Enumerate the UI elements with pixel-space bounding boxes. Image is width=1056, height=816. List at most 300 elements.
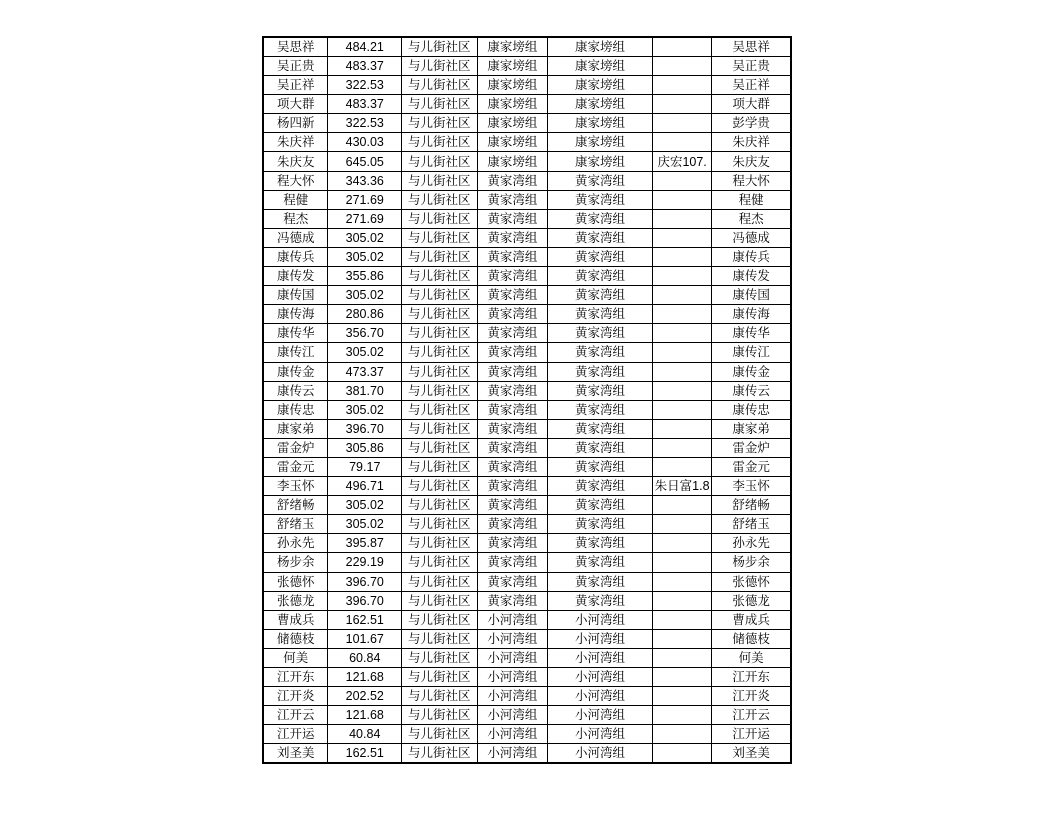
cell-value: 305.02 [328, 515, 402, 534]
cell-name: 张德龙 [263, 591, 328, 610]
cell-group: 黄家湾组 [477, 534, 548, 553]
cell-group2: 黄家湾组 [548, 190, 653, 209]
cell-name: 雷金炉 [263, 438, 328, 457]
cell-community: 与儿街社区 [402, 591, 478, 610]
cell-group: 小河湾组 [477, 629, 548, 648]
cell-name2: 雷金炉 [712, 438, 791, 457]
cell-value: 343.36 [328, 171, 402, 190]
cell-community: 与儿街社区 [402, 152, 478, 171]
cell-note [652, 190, 711, 209]
cell-group2: 小河湾组 [548, 744, 653, 764]
cell-note [652, 57, 711, 76]
cell-name: 朱庆祥 [263, 133, 328, 152]
table-row [263, 629, 791, 648]
cell-value: 430.03 [328, 133, 402, 152]
cell-group2: 黄家湾组 [548, 477, 653, 496]
cell-note [652, 133, 711, 152]
cell-name2: 康传云 [712, 381, 791, 400]
cell-value: 305.02 [328, 286, 402, 305]
cell-note [652, 343, 711, 362]
cell-value: 381.70 [328, 381, 402, 400]
cell-group: 康家塝组 [477, 152, 548, 171]
cell-name2: 康传忠 [712, 400, 791, 419]
cell-group: 康家塝组 [477, 114, 548, 133]
cell-group2: 康家塝组 [548, 133, 653, 152]
cell-note [652, 37, 711, 57]
cell-group2: 黄家湾组 [548, 400, 653, 419]
cell-group: 小河湾组 [477, 668, 548, 687]
cell-group: 黄家湾组 [477, 343, 548, 362]
cell-value: 121.68 [328, 668, 402, 687]
table-row [263, 438, 791, 457]
cell-name2: 张德龙 [712, 591, 791, 610]
cell-note [652, 629, 711, 648]
cell-value: 305.86 [328, 438, 402, 457]
cell-name: 江开云 [263, 706, 328, 725]
cell-name: 吴正贵 [263, 57, 328, 76]
cell-note [652, 228, 711, 247]
cell-value: 395.87 [328, 534, 402, 553]
cell-note [652, 515, 711, 534]
cell-note: 朱日富1.8 [652, 477, 711, 496]
cell-name: 江开运 [263, 725, 328, 744]
cell-name2: 彭学贵 [712, 114, 791, 133]
table-row [263, 591, 791, 610]
cell-value: 483.37 [328, 57, 402, 76]
table-row [263, 515, 791, 534]
cell-group: 小河湾组 [477, 687, 548, 706]
cell-group2: 黄家湾组 [548, 572, 653, 591]
cell-community: 与儿街社区 [402, 228, 478, 247]
cell-community: 与儿街社区 [402, 381, 478, 400]
cell-note [652, 95, 711, 114]
cell-value: 322.53 [328, 76, 402, 95]
cell-name: 江开炎 [263, 687, 328, 706]
cell-group: 小河湾组 [477, 744, 548, 764]
cell-community: 与儿街社区 [402, 343, 478, 362]
cell-community: 与儿街社区 [402, 419, 478, 438]
cell-community: 与儿街社区 [402, 477, 478, 496]
cell-value: 40.84 [328, 725, 402, 744]
table-row [263, 400, 791, 419]
cell-group: 黄家湾组 [477, 228, 548, 247]
cell-group: 黄家湾组 [477, 286, 548, 305]
cell-value: 121.68 [328, 706, 402, 725]
cell-note [652, 76, 711, 95]
cell-group: 康家塝组 [477, 95, 548, 114]
table-row [263, 687, 791, 706]
cell-name2: 江开云 [712, 706, 791, 725]
cell-value: 101.67 [328, 629, 402, 648]
table-row [263, 419, 791, 438]
cell-group2: 小河湾组 [548, 629, 653, 648]
table-row [263, 267, 791, 286]
cell-community: 与儿街社区 [402, 438, 478, 457]
cell-name2: 冯德成 [712, 228, 791, 247]
cell-name2: 康传国 [712, 286, 791, 305]
cell-group: 黄家湾组 [477, 457, 548, 476]
cell-group2: 黄家湾组 [548, 515, 653, 534]
cell-value: 496.71 [328, 477, 402, 496]
cell-group: 黄家湾组 [477, 305, 548, 324]
cell-name2: 何美 [712, 648, 791, 667]
cell-value: 305.02 [328, 228, 402, 247]
cell-name2: 项大群 [712, 95, 791, 114]
cell-group2: 黄家湾组 [548, 419, 653, 438]
cell-name2: 江开炎 [712, 687, 791, 706]
cell-group2: 小河湾组 [548, 725, 653, 744]
cell-name: 江开东 [263, 668, 328, 687]
cell-community: 与儿街社区 [402, 362, 478, 381]
cell-group: 黄家湾组 [477, 553, 548, 572]
cell-group: 小河湾组 [477, 648, 548, 667]
cell-community: 与儿街社区 [402, 95, 478, 114]
cell-community: 与儿街社区 [402, 267, 478, 286]
table-row [263, 648, 791, 667]
cell-note [652, 305, 711, 324]
cell-name2: 刘圣美 [712, 744, 791, 764]
cell-name2: 程大怀 [712, 171, 791, 190]
cell-community: 与儿街社区 [402, 706, 478, 725]
cell-community: 与儿街社区 [402, 496, 478, 515]
cell-note [652, 457, 711, 476]
cell-name: 吴正祥 [263, 76, 328, 95]
cell-note [652, 438, 711, 457]
cell-community: 与儿街社区 [402, 515, 478, 534]
cell-name: 李玉怀 [263, 477, 328, 496]
cell-community: 与儿街社区 [402, 190, 478, 209]
table-row [263, 706, 791, 725]
cell-community: 与儿街社区 [402, 648, 478, 667]
table-row [263, 477, 791, 496]
cell-group2: 黄家湾组 [548, 209, 653, 228]
cell-group: 小河湾组 [477, 725, 548, 744]
cell-name2: 舒绪玉 [712, 515, 791, 534]
cell-name: 张德怀 [263, 572, 328, 591]
cell-name: 杨四新 [263, 114, 328, 133]
cell-note [652, 496, 711, 515]
cell-group: 黄家湾组 [477, 438, 548, 457]
cell-group2: 康家塝组 [548, 76, 653, 95]
cell-name2: 康传江 [712, 343, 791, 362]
cell-name2: 吴正贵 [712, 57, 791, 76]
cell-community: 与儿街社区 [402, 553, 478, 572]
cell-value: 396.70 [328, 419, 402, 438]
cell-note [652, 209, 711, 228]
cell-name: 雷金元 [263, 457, 328, 476]
cell-community: 与儿街社区 [402, 668, 478, 687]
cell-group2: 黄家湾组 [548, 381, 653, 400]
cell-value: 60.84 [328, 648, 402, 667]
cell-name2: 江开运 [712, 725, 791, 744]
cell-name: 朱庆友 [263, 152, 328, 171]
cell-community: 与儿街社区 [402, 572, 478, 591]
cell-group: 黄家湾组 [477, 171, 548, 190]
table-row [263, 286, 791, 305]
cell-note [652, 648, 711, 667]
cell-group: 黄家湾组 [477, 267, 548, 286]
cell-note [652, 267, 711, 286]
cell-community: 与儿街社区 [402, 76, 478, 95]
cell-note [652, 668, 711, 687]
cell-value: 305.02 [328, 400, 402, 419]
cell-value: 355.86 [328, 267, 402, 286]
cell-value: 645.05 [328, 152, 402, 171]
cell-group2: 黄家湾组 [548, 496, 653, 515]
cell-group: 黄家湾组 [477, 419, 548, 438]
cell-name2: 康传海 [712, 305, 791, 324]
cell-name: 康传华 [263, 324, 328, 343]
cell-name: 储德枝 [263, 629, 328, 648]
cell-value: 162.51 [328, 744, 402, 764]
table-body [263, 37, 791, 763]
cell-community: 与儿街社区 [402, 744, 478, 764]
cell-name: 康传金 [263, 362, 328, 381]
cell-value: 305.02 [328, 343, 402, 362]
cell-group: 黄家湾组 [477, 477, 548, 496]
cell-group: 康家塝组 [477, 57, 548, 76]
cell-name2: 康传兵 [712, 247, 791, 266]
cell-note [652, 534, 711, 553]
cell-note [652, 114, 711, 133]
cell-name: 项大群 [263, 95, 328, 114]
cell-group: 黄家湾组 [477, 247, 548, 266]
cell-name2: 程杰 [712, 209, 791, 228]
cell-community: 与儿街社区 [402, 133, 478, 152]
cell-group2: 黄家湾组 [548, 553, 653, 572]
table-row [263, 668, 791, 687]
cell-note [652, 381, 711, 400]
cell-name2: 吴正祥 [712, 76, 791, 95]
table-row [263, 190, 791, 209]
cell-name: 康传云 [263, 381, 328, 400]
cell-group2: 小河湾组 [548, 648, 653, 667]
cell-community: 与儿街社区 [402, 57, 478, 76]
cell-group: 康家塝组 [477, 76, 548, 95]
cell-name2: 舒绪畅 [712, 496, 791, 515]
cell-community: 与儿街社区 [402, 171, 478, 190]
cell-name: 何美 [263, 648, 328, 667]
cell-community: 与儿街社区 [402, 610, 478, 629]
cell-name: 冯德成 [263, 228, 328, 247]
table-row [263, 324, 791, 343]
cell-community: 与儿街社区 [402, 687, 478, 706]
cell-value: 356.70 [328, 324, 402, 343]
cell-group2: 黄家湾组 [548, 228, 653, 247]
cell-value: 396.70 [328, 572, 402, 591]
cell-group2: 黄家湾组 [548, 324, 653, 343]
cell-name2: 康传发 [712, 267, 791, 286]
cell-community: 与儿街社区 [402, 324, 478, 343]
table-row [263, 457, 791, 476]
cell-note [652, 744, 711, 764]
cell-note [652, 171, 711, 190]
cell-name: 孙永先 [263, 534, 328, 553]
cell-name: 舒绪玉 [263, 515, 328, 534]
cell-note [652, 610, 711, 629]
cell-community: 与儿街社区 [402, 725, 478, 744]
cell-group2: 黄家湾组 [548, 305, 653, 324]
cell-group: 黄家湾组 [477, 362, 548, 381]
cell-name: 程健 [263, 190, 328, 209]
cell-group2: 黄家湾组 [548, 534, 653, 553]
cell-group2: 小河湾组 [548, 706, 653, 725]
table-row [263, 534, 791, 553]
table-row [263, 343, 791, 362]
cell-group2: 黄家湾组 [548, 362, 653, 381]
cell-note [652, 687, 711, 706]
cell-group: 小河湾组 [477, 610, 548, 629]
cell-group: 黄家湾组 [477, 572, 548, 591]
cell-group2: 黄家湾组 [548, 247, 653, 266]
cell-community: 与儿街社区 [402, 629, 478, 648]
cell-group2: 康家塝组 [548, 152, 653, 171]
cell-name: 程杰 [263, 209, 328, 228]
cell-group: 康家塝组 [477, 37, 548, 57]
cell-name: 吴思祥 [263, 37, 328, 57]
cell-value: 202.52 [328, 687, 402, 706]
cell-name: 程大怀 [263, 171, 328, 190]
cell-value: 396.70 [328, 591, 402, 610]
cell-name2: 雷金元 [712, 457, 791, 476]
cell-group: 黄家湾组 [477, 190, 548, 209]
cell-name2: 孙永先 [712, 534, 791, 553]
cell-community: 与儿街社区 [402, 114, 478, 133]
cell-note [652, 286, 711, 305]
cell-value: 271.69 [328, 190, 402, 209]
cell-group2: 康家塝组 [548, 114, 653, 133]
cell-note [652, 706, 711, 725]
table-row [263, 133, 791, 152]
cell-value: 305.02 [328, 496, 402, 515]
cell-value: 473.37 [328, 362, 402, 381]
cell-group: 黄家湾组 [477, 591, 548, 610]
cell-name: 刘圣美 [263, 744, 328, 764]
cell-community: 与儿街社区 [402, 209, 478, 228]
table-row [263, 362, 791, 381]
cell-value: 483.37 [328, 95, 402, 114]
cell-name: 杨步余 [263, 553, 328, 572]
cell-group2: 黄家湾组 [548, 591, 653, 610]
table-row [263, 496, 791, 515]
cell-group: 黄家湾组 [477, 324, 548, 343]
cell-name2: 储德枝 [712, 629, 791, 648]
table-row [263, 381, 791, 400]
cell-group: 黄家湾组 [477, 209, 548, 228]
cell-group2: 小河湾组 [548, 668, 653, 687]
cell-value: 271.69 [328, 209, 402, 228]
cell-name: 康传忠 [263, 400, 328, 419]
cell-note [652, 324, 711, 343]
cell-group2: 康家塝组 [548, 57, 653, 76]
table-row [263, 610, 791, 629]
cell-value: 162.51 [328, 610, 402, 629]
cell-name2: 吴思祥 [712, 37, 791, 57]
cell-note [652, 247, 711, 266]
cell-note: 庆宏107. [652, 152, 711, 171]
cell-community: 与儿街社区 [402, 400, 478, 419]
table-row [263, 744, 791, 764]
cell-name2: 朱庆祥 [712, 133, 791, 152]
table-row [263, 572, 791, 591]
cell-name2: 杨步余 [712, 553, 791, 572]
cell-group2: 黄家湾组 [548, 286, 653, 305]
cell-name2: 朱庆友 [712, 152, 791, 171]
cell-note [652, 725, 711, 744]
cell-name: 康传发 [263, 267, 328, 286]
cell-name2: 张德怀 [712, 572, 791, 591]
cell-name2: 康传金 [712, 362, 791, 381]
cell-community: 与儿街社区 [402, 247, 478, 266]
cell-group: 黄家湾组 [477, 515, 548, 534]
table-row [263, 247, 791, 266]
cell-community: 与儿街社区 [402, 305, 478, 324]
table-row [263, 37, 791, 57]
cell-name2: 曹成兵 [712, 610, 791, 629]
cell-name2: 李玉怀 [712, 477, 791, 496]
cell-value: 280.86 [328, 305, 402, 324]
cell-name2: 康传华 [712, 324, 791, 343]
table-row [263, 76, 791, 95]
table-row [263, 553, 791, 572]
cell-note [652, 553, 711, 572]
cell-group: 黄家湾组 [477, 381, 548, 400]
cell-group2: 黄家湾组 [548, 267, 653, 286]
table-row [263, 228, 791, 247]
cell-name: 康传兵 [263, 247, 328, 266]
cell-value: 322.53 [328, 114, 402, 133]
cell-group: 康家塝组 [477, 133, 548, 152]
cell-name2: 江开东 [712, 668, 791, 687]
cell-group: 小河湾组 [477, 706, 548, 725]
cell-name2: 康家弟 [712, 419, 791, 438]
cell-name: 舒绪畅 [263, 496, 328, 515]
cell-group: 黄家湾组 [477, 496, 548, 515]
cell-community: 与儿街社区 [402, 286, 478, 305]
cell-value: 305.02 [328, 247, 402, 266]
table-row [263, 209, 791, 228]
cell-note [652, 572, 711, 591]
cell-group2: 黄家湾组 [548, 438, 653, 457]
table-row [263, 95, 791, 114]
table-row [263, 725, 791, 744]
data-table [262, 36, 792, 764]
cell-community: 与儿街社区 [402, 457, 478, 476]
table-row [263, 152, 791, 171]
cell-community: 与儿街社区 [402, 534, 478, 553]
table-row [263, 171, 791, 190]
cell-group2: 康家塝组 [548, 37, 653, 57]
cell-community: 与儿街社区 [402, 37, 478, 57]
cell-value: 484.21 [328, 37, 402, 57]
cell-group2: 黄家湾组 [548, 457, 653, 476]
cell-note [652, 400, 711, 419]
cell-name: 康家弟 [263, 419, 328, 438]
cell-name: 康传国 [263, 286, 328, 305]
cell-group2: 康家塝组 [548, 95, 653, 114]
cell-value: 229.19 [328, 553, 402, 572]
table-row [263, 305, 791, 324]
cell-name2: 程健 [712, 190, 791, 209]
cell-note [652, 419, 711, 438]
cell-group2: 小河湾组 [548, 610, 653, 629]
table-row [263, 114, 791, 133]
cell-group2: 黄家湾组 [548, 171, 653, 190]
cell-group: 黄家湾组 [477, 400, 548, 419]
table-row [263, 57, 791, 76]
cell-name: 康传江 [263, 343, 328, 362]
cell-note [652, 362, 711, 381]
